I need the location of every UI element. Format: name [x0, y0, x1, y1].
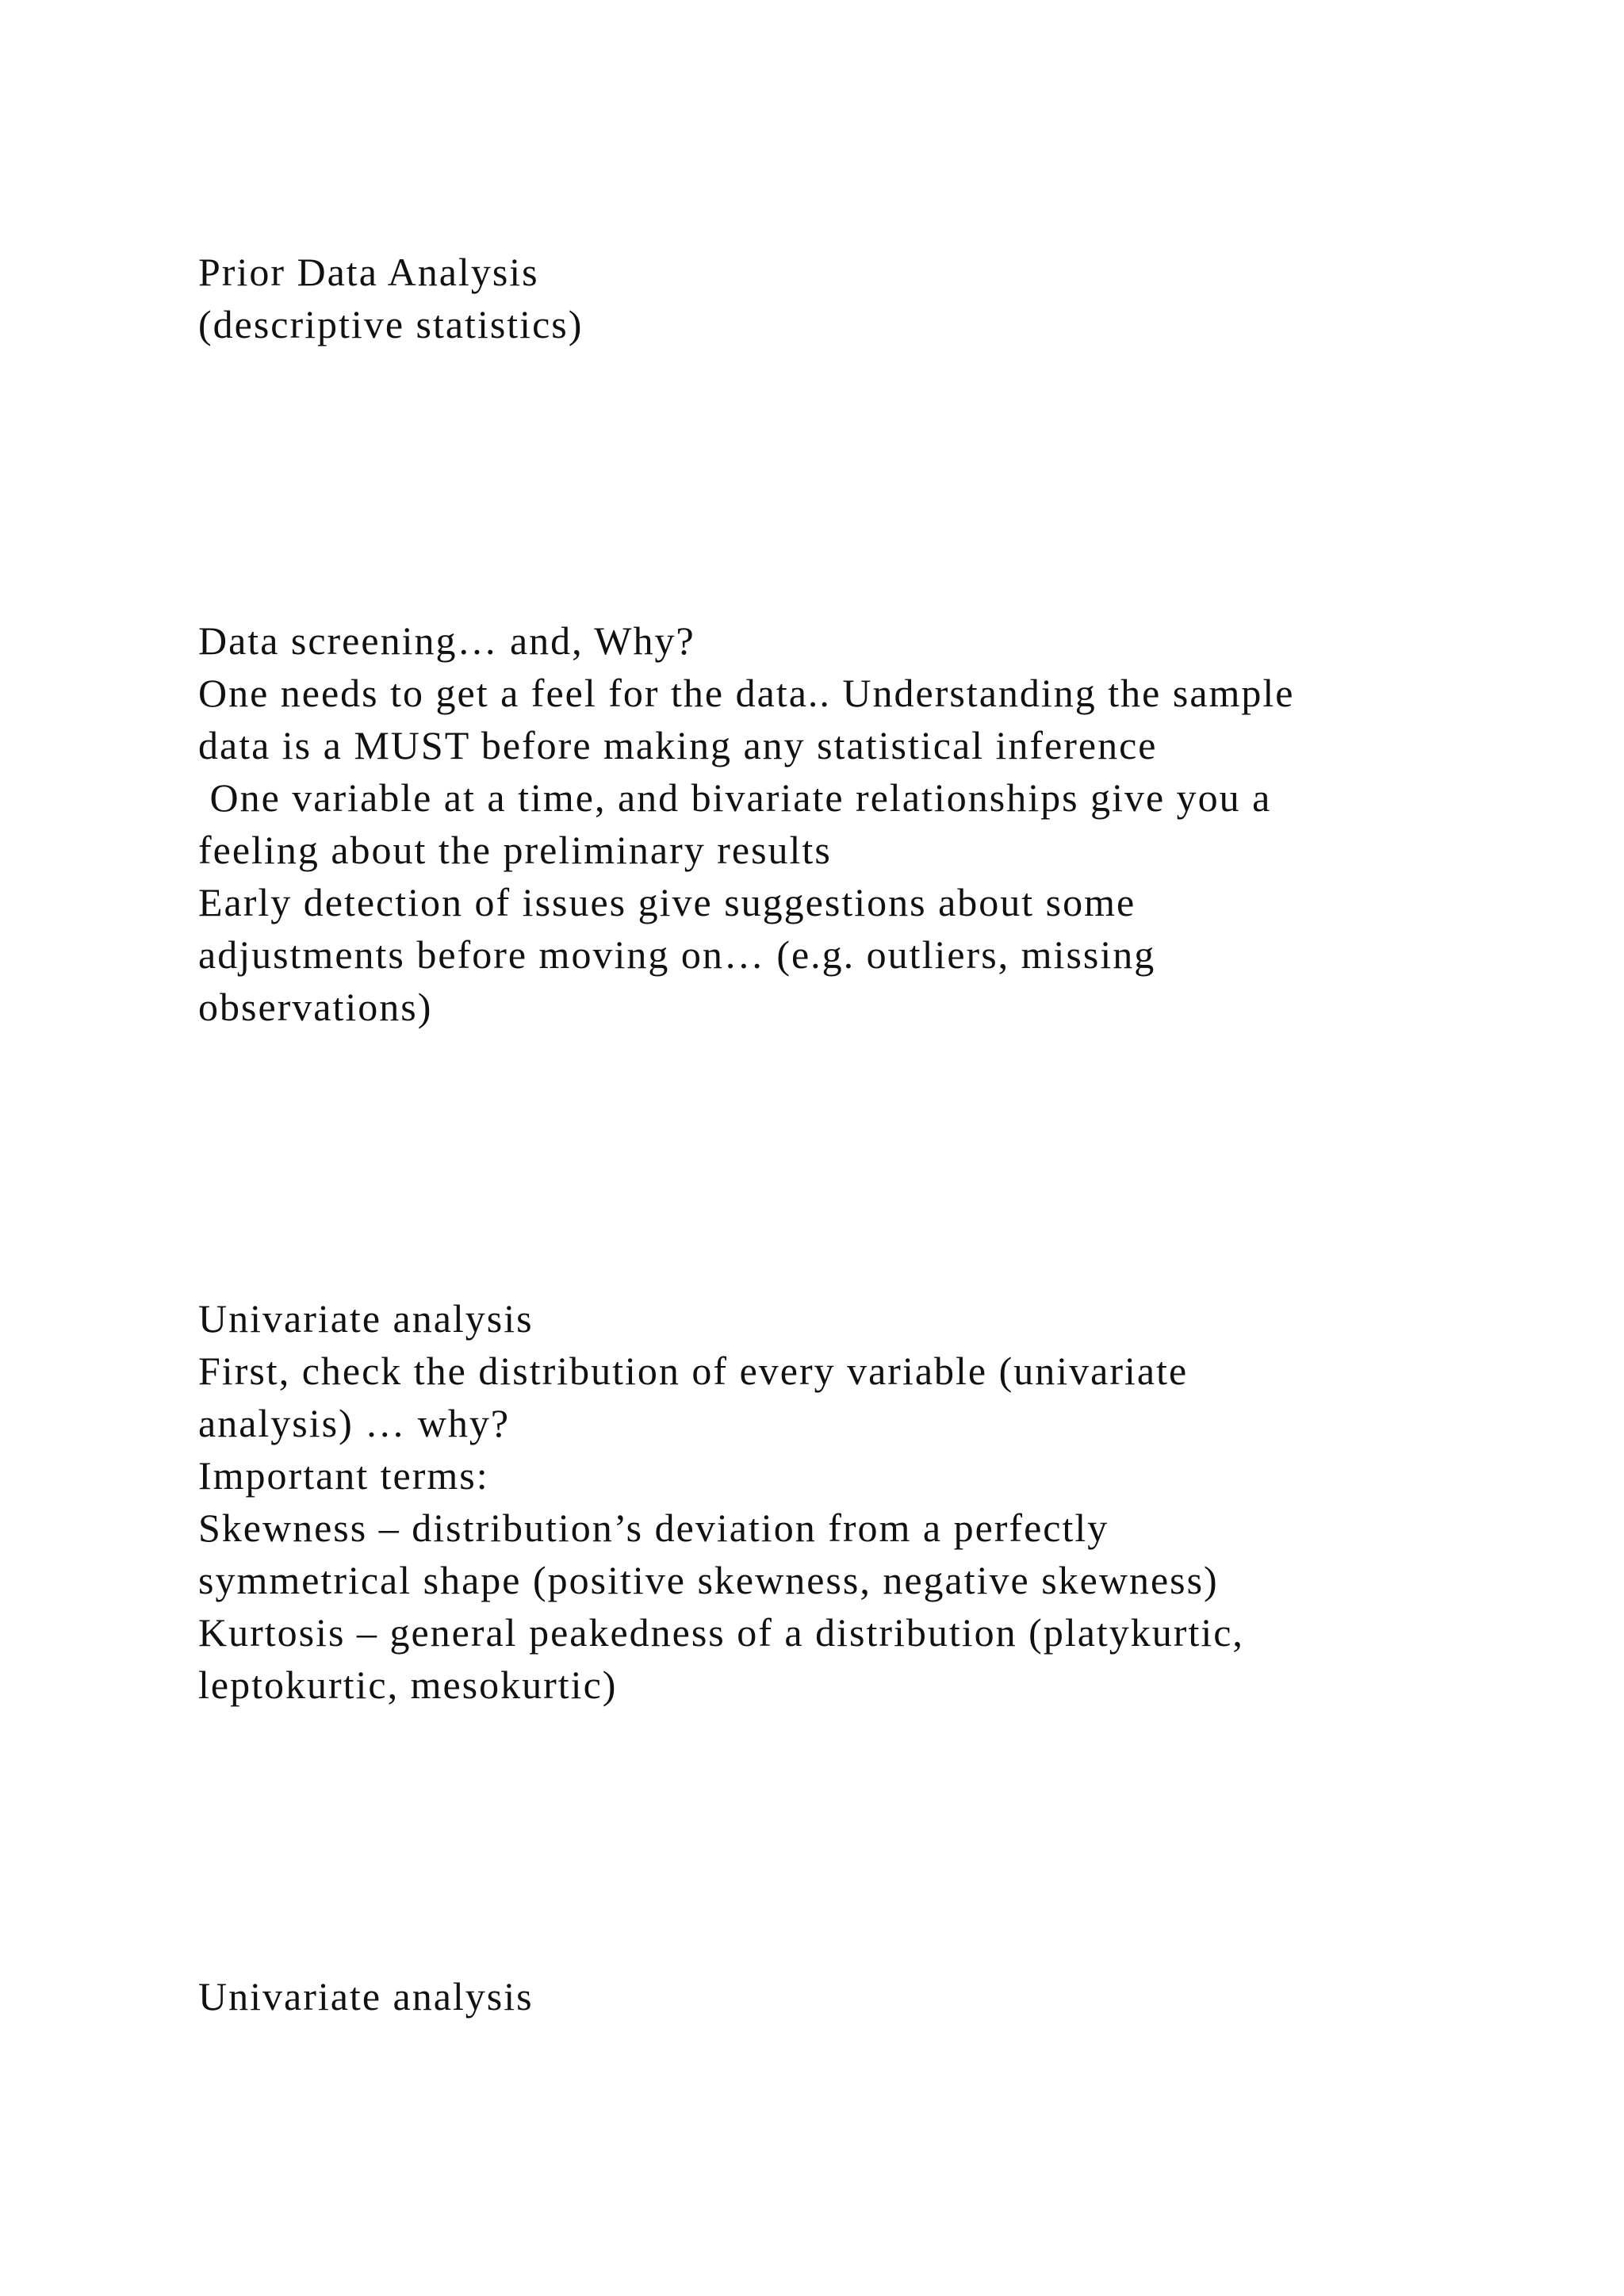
- text-line: Kurtosis – general peakedness of a distribution (platykurtic,: [198, 1610, 1244, 1655]
- univariate-analysis-section: [198, 1292, 1483, 1711]
- text-line: symmetrical shape (positive skewness, negative skewness): [198, 1558, 1219, 1602]
- text-line: feeling about the preliminary results: [198, 828, 832, 872]
- section-heading: Data screening… and, Why?: [198, 618, 695, 663]
- text-line: One variable at a time, and bivariate relationships give you a: [198, 775, 1272, 820]
- text-line: First, check the distribution of every variable (univariate: [198, 1349, 1189, 1393]
- document-subtitle: (descriptive statistics): [198, 302, 584, 346]
- text-line: Important terms:: [198, 1453, 489, 1498]
- text-line: Early detection of issues give suggestions about some: [198, 880, 1136, 924]
- section-heading: Univariate analysis: [198, 1974, 534, 2019]
- text-line: adjustments before moving on… (e.g. outliers, missing: [198, 932, 1156, 977]
- text-line: data is a MUST before making any statistical inference: [198, 723, 1158, 767]
- title-block: [198, 246, 1483, 350]
- text-line: One needs to get a feel for the data.. Understanding the sample: [198, 671, 1295, 715]
- text-line: Skewness – distribution’s deviation from a perfectly: [198, 1506, 1109, 1550]
- text-line: observations): [198, 985, 433, 1029]
- text-line: analysis) … why?: [198, 1401, 511, 1445]
- univariate-analysis-section-2: [198, 1970, 1483, 2022]
- text-line: leptokurtic, mesokurtic): [198, 1663, 618, 1707]
- section-heading: Univariate analysis: [198, 1296, 534, 1341]
- document-title: Prior Data Analysis: [198, 250, 539, 294]
- data-screening-section: [198, 614, 1483, 1033]
